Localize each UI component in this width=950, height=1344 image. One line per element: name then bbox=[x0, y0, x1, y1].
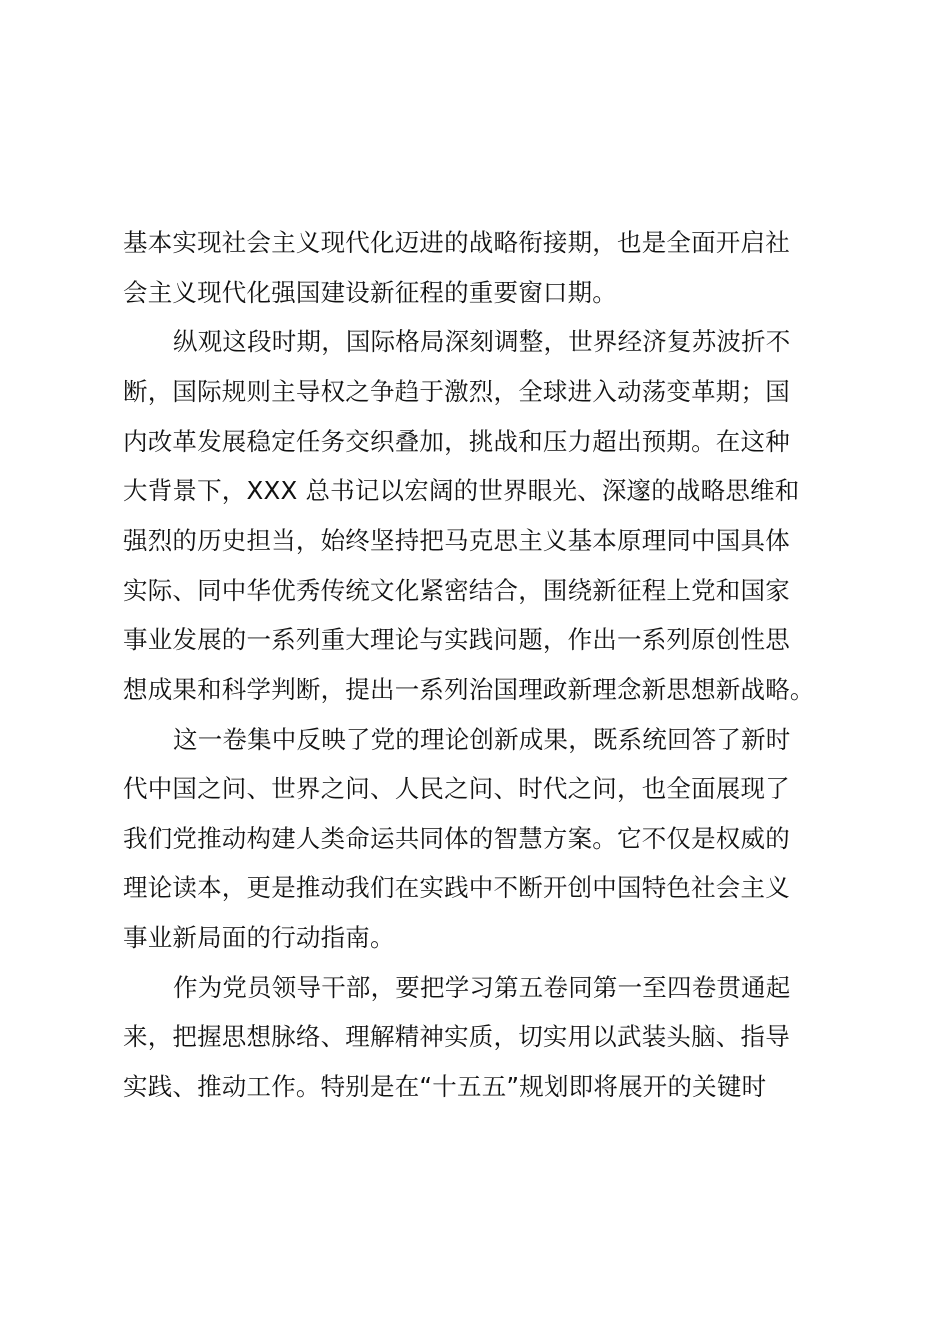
text-line: 断，国际规则主导权之争趋于激烈，全球进入动荡变革期；国 bbox=[123, 377, 790, 406]
text-line: 大背景下，XXX 总书记以宏阔的世界眼光、深邃的战略思维和 bbox=[123, 476, 800, 505]
text-line: 实际、同中华优秀传统文化紧密结合，围绕新征程上党和国家 bbox=[123, 576, 790, 605]
text-line: 想成果和科学判断，提出一系列治国理政新理念新思想新战略。 bbox=[123, 675, 815, 704]
text-line: 会主义现代化强国建设新征程的重要窗口期。 bbox=[123, 278, 617, 307]
text-line: 来，把握思想脉络、理解精神实质，切实用以武装头脑、指导 bbox=[123, 1022, 790, 1051]
paragraph-first-line: 作为党员领导干部，要把学习第五卷同第一至四卷贯通起 bbox=[173, 973, 791, 1002]
text-line: 事业发展的一系列重大理论与实践问题，作出一系列原创性思 bbox=[123, 625, 790, 654]
paragraph-first-line: 纵观这段时期，国际格局深刻调整，世界经济复苏波折不 bbox=[173, 327, 791, 356]
text-line: 我们党推动构建人类命运共同体的智慧方案。它不仅是权威的 bbox=[123, 824, 790, 853]
text-line: 强烈的历史担当，始终坚持把马克思主义基本原理同中国具体 bbox=[123, 526, 790, 555]
text-line: 理论读本，更是推动我们在实践中不断开创中国特色社会主义 bbox=[123, 873, 790, 902]
text-line: 代中国之问、世界之问、人民之问、时代之问，也全面展现了 bbox=[123, 774, 790, 803]
text-line: 事业新局面的行动指南。 bbox=[123, 923, 395, 952]
paragraph-first-line: 这一卷集中反映了党的理论创新成果，既系统回答了新时 bbox=[173, 725, 791, 754]
text-line: 基本实现社会主义现代化迈进的战略衔接期，也是全面开启社 bbox=[123, 228, 790, 257]
text-line: 实践、推动工作。特别是在“十五五”规划即将展开的关键时 bbox=[123, 1072, 767, 1101]
text-line: 内改革发展稳定任务交织叠加，挑战和压力超出预期。在这种 bbox=[123, 427, 790, 456]
